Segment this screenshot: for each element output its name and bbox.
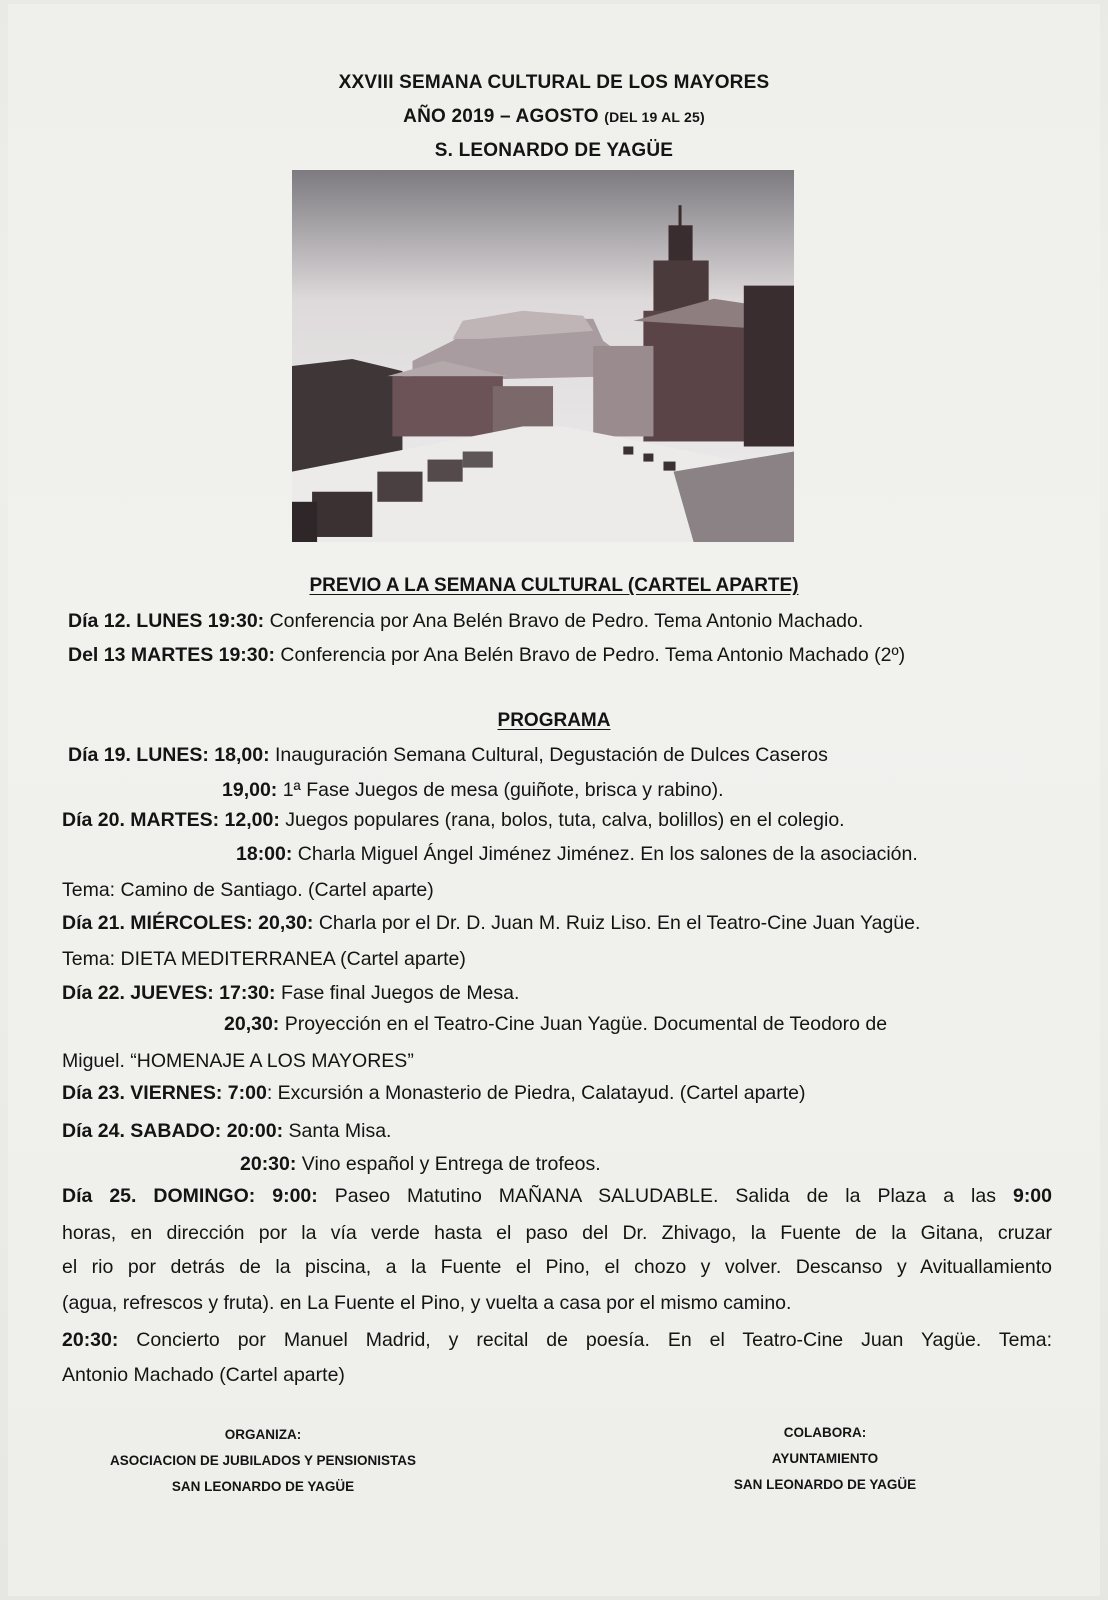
colabora-line-2: SAN LEONARDO DE YAGÜE [733,1477,917,1492]
programa-line [62,1050,414,1073]
previo-item [68,644,905,667]
programa-line-label: Día 23. VIERNES: 7:00 [62,1082,267,1104]
programa-line [240,1153,601,1176]
programa-line-label: Día 21. MIÉRCOLES: 20,30: [62,912,314,934]
programa-line-text: (agua, refrescos y fruta). en La Fuente el Pino, y vuelta a casa por el mismo camino. [62,1292,792,1314]
village-photo-image [292,170,794,542]
programa-line [62,1256,1052,1279]
programa-line-label: 20,30: [224,1013,280,1035]
programa-line-text: Proyección en el Teatro-Cine Juan Yagüe. Documental de Teodoro de [279,1013,888,1035]
colabora-heading: COLABORA: [783,1425,867,1440]
title-location: S. LEONARDO DE YAGÜE [434,140,674,161]
programa-line [62,1185,1052,1208]
programa-line [68,744,828,767]
programa-line-text: : Excursión a Monasterio de Piedra, Calatayud. (Cartel aparte) [266,1082,806,1104]
programa-line [62,982,519,1005]
programa-line-text: 1ª Fase Juegos de mesa (guiñote, brisca y rabino). [277,779,724,801]
village-photo [292,170,794,542]
programa-line [62,912,920,935]
programa-line [62,1120,391,1143]
footer-organiza [98,1422,428,1500]
programa-line-text: Inauguración Semana Cultural, Degustación de Dulces Caseros [269,744,828,766]
programa-line-label: Día 25. DOMINGO: 9:00: [62,1185,318,1207]
footer-colabora [690,1420,960,1498]
previo-item [68,610,863,633]
previo-item-text: Conferencia por Ana Belén Bravo de Pedro. Tema Antonio Machado. [264,610,864,632]
programa-line [62,1222,1052,1245]
colabora-line-1: AYUNTAMIENTO [771,1451,879,1466]
programa-line-text: Miguel. “HOMENAJE A LOS MAYORES” [62,1050,414,1072]
title-year-month: AÑO 2019 – AGOSTO [403,106,605,127]
organiza-line-1: ASOCIACION DE JUBILADOS Y PENSIONISTAS [109,1453,417,1468]
programa-line-text: Paseo Matutino MAÑANA SALUDABLE. Salida de la Plaza a las [317,1185,1013,1207]
programa-line [224,1013,887,1036]
programa-line-text: Charla por el Dr. D. Juan M. Ruiz Liso. En el Teatro-Cine Juan Yagüe. [313,912,921,934]
programa-line-label: 18:00: [236,843,293,865]
programa-line-text: Tema: DIETA MEDITERRANEA (Cartel aparte) [62,948,466,970]
programa-title: PROGRAMA [497,710,611,731]
programa-line-text: Charla Miguel Ángel Jiménez Jiménez. En los salones de la asociación. [292,843,918,865]
previo-item-label: Día 12. LUNES 19:30: [68,610,265,632]
programa-line-text: Concierto por Manuel Madrid, y recital de poesía. En el Teatro-Cine Juan Yagüe. Tema: [118,1329,1052,1351]
programa-line-label: 19,00: [222,779,278,801]
programa-line-text: Fase final Juegos de Mesa. [275,982,520,1004]
programa-line-text: Vino español y Entrega de trofeos. [296,1153,601,1175]
programa-line [222,779,724,802]
programa-line-label: Día 22. JUEVES: 17:30: [62,982,276,1004]
programa-line [62,948,466,971]
programa-line-label: Día 20. MARTES: 12,00: [62,809,280,831]
programa-line-text: Juegos populares (rana, bolos, tuta, calva, bolillos) en el colegio. [279,809,845,831]
title-line-1: XXVIII SEMANA CULTURAL DE LOS MAYORES [338,72,770,93]
programa-line [62,809,845,832]
programa-line-label: Día 24. SABADO: 20:00: [62,1120,284,1142]
programa-line-label: Día 19. LUNES: 18,00: [68,744,270,766]
organiza-line-2: SAN LEONARDO DE YAGÜE [171,1479,355,1494]
programa-line-time: 9:00 [1012,1185,1052,1207]
programa-line [62,879,434,902]
programa-line [62,1082,806,1105]
programa-line-text: horas, en dirección por la vía verde hasta el paso del Dr. Zhivago, la Fuente de la Gitana, cruzar [62,1222,1052,1244]
programa-line [236,843,918,866]
programa-line-text: el rio por detrás de la piscina, a la Fuente el Pino, el chozo y volver. Descanso y Avituallamiento [62,1256,1052,1278]
previo-item-label: Del 13 MARTES 19:30: [68,644,275,666]
programa-line-label: 20:30: [240,1153,297,1175]
programa-line-text: Santa Misa. [283,1120,392,1142]
previo-title: PREVIO A LA SEMANA CULTURAL (CARTEL APARTE) [309,575,799,596]
programa-line [62,1292,791,1315]
programa-line-text: Antonio Machado (Cartel aparte) [62,1364,345,1386]
previo-item-text: Conferencia por Ana Belén Bravo de Pedro. Tema Antonio Machado (2º) [275,644,906,666]
organiza-heading: ORGANIZA: [224,1427,302,1442]
programa-line-label: 20:30: [62,1329,119,1351]
programa-line [62,1364,345,1387]
title-line-2 [0,106,1108,128]
programa-line [62,1329,1052,1352]
title-date-range: (DEL 19 AL 25) [604,109,705,125]
programa-line-text: Tema: Camino de Santiago. (Cartel aparte) [62,879,434,901]
